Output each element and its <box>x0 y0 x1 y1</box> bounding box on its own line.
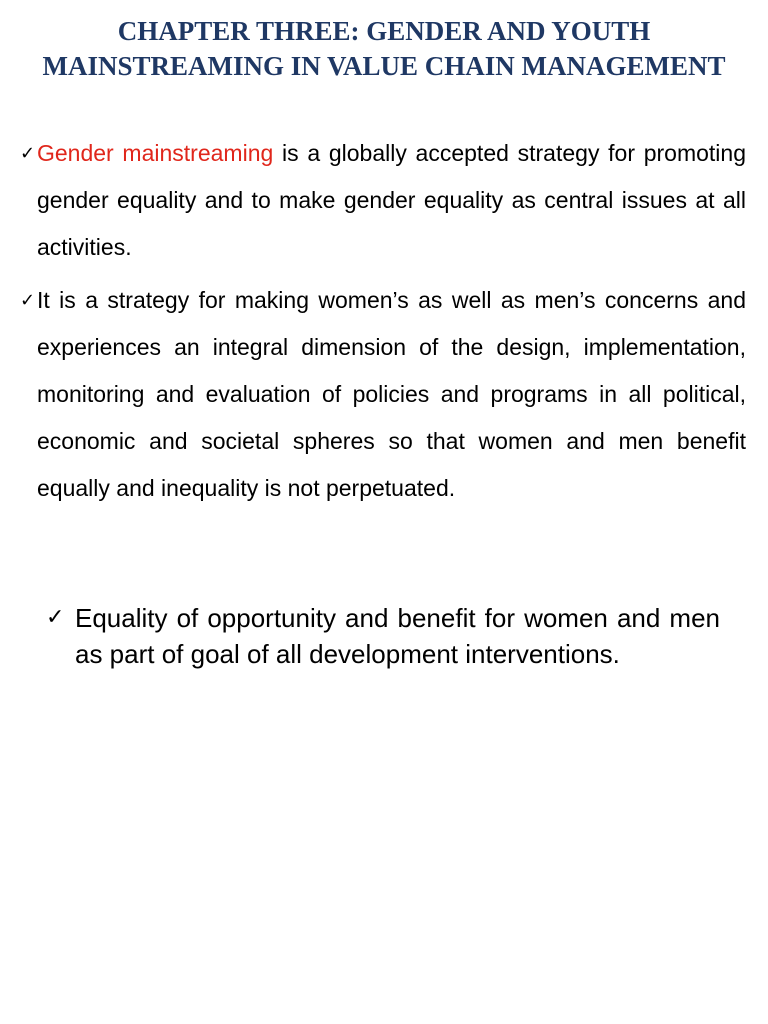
bullet-text: is a globally accepted strategy for promoting gender equality and to make gender equality as central issues at all activities. <box>37 140 746 260</box>
emphasis-bullet-text: Equality of opportunity and benefit for women and men as part of goal of all development interventions. <box>75 603 720 669</box>
emphasis-bullet-item <box>46 600 720 672</box>
bullet-text: It is a strategy for making women’s as well as men’s concerns and experiences an integral dimension of the design, implementation, monitoring and evaluation of policies and programs in all political, economic and societal spheres so that women and men benefit equally and inequality is not perpetuated. <box>37 287 746 501</box>
bullet-item-gender-mainstreaming <box>20 130 746 271</box>
bullet-list <box>20 130 746 512</box>
check-icon: ✓ <box>46 605 65 630</box>
bullet-item-strategy <box>20 277 746 512</box>
check-icon: ✓ <box>20 143 36 164</box>
chapter-title: CHAPTER THREE: GENDER AND YOUTH MAINSTREAMING IN VALUE CHAIN MANAGEMENT <box>42 16 726 81</box>
check-icon: ✓ <box>20 290 36 311</box>
highlighted-term: Gender mainstreaming <box>37 140 274 166</box>
